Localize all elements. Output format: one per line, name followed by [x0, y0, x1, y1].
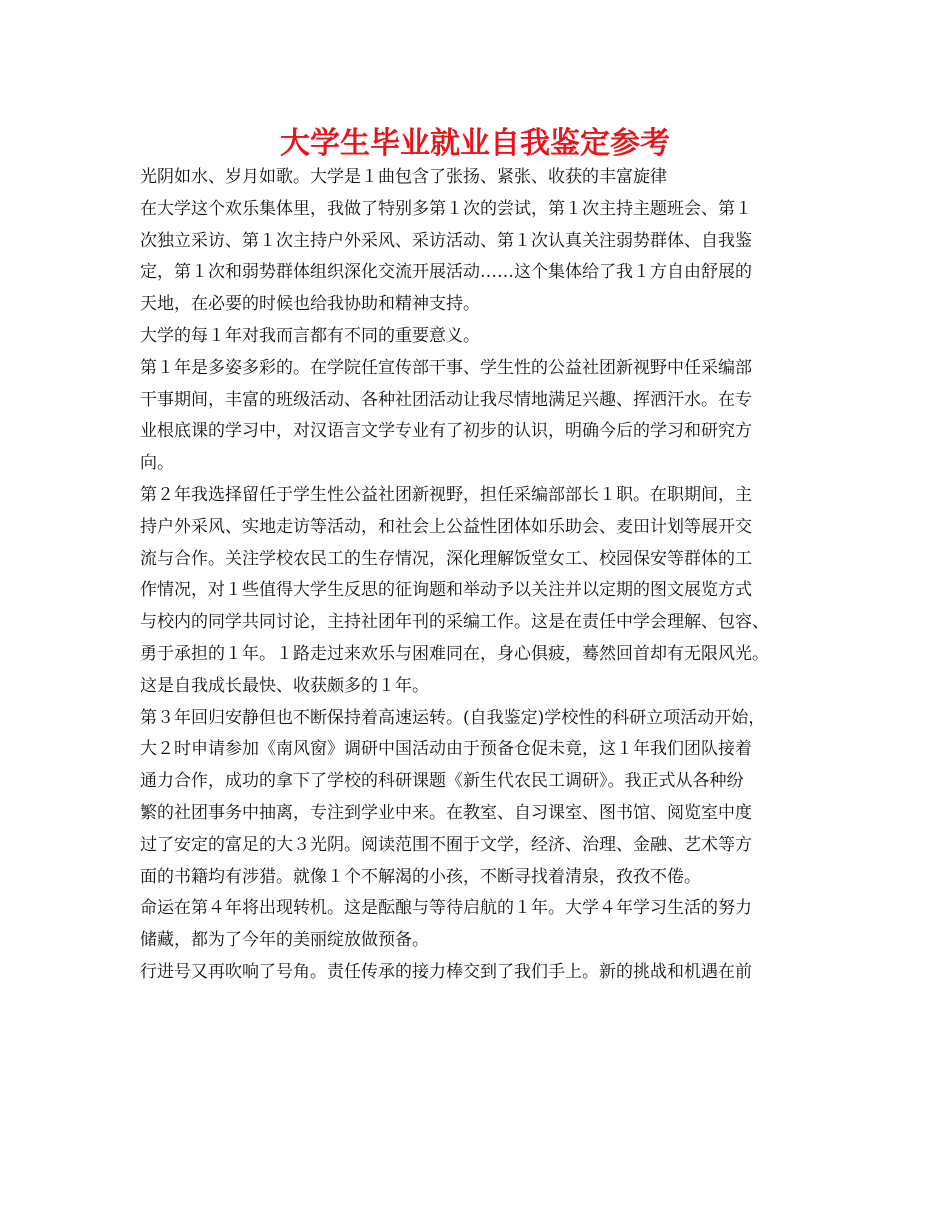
text-line: 勇于承担的１年。１路走过来欢乐与困难同在，身心俱疲，蓦然回首却有无限风光。: [140, 643, 769, 664]
text-line: 第２年我选择留任于学生性公益社团新视野，担任采编部部长１职。在职期间，主: [140, 484, 752, 505]
text-line: 定，第１次和弱势群体组织深化交流开展活动……这个集体给了我１方自由舒展的: [140, 262, 752, 283]
text-line: 次独立采访、第１次主持户外采风、采访活动、第１次认真关注弱势群体、自我鉴: [140, 230, 752, 251]
text-line: 命运在第４年将出现转机。这是酝酿与等待启航的１年。大学４年学习生活的努力: [140, 898, 752, 919]
text-line: 繁的社团事务中抽离，专注到学业中来。在教室、自习课室、图书馆、阅览室中度: [140, 802, 752, 823]
text-line: 行进号又再吹响了号角。责任传承的接力棒交到了我们手上。新的挑战和机遇在前: [140, 961, 752, 982]
text-line: 第１年是多姿多彩的。在学院任宣传部干事、学生性的公益社团新视野中任采编部: [140, 357, 752, 378]
text-line: 作情况，对１些值得大学生反思的征询题和举动予以关注并以定期的图文展览方式: [140, 580, 752, 601]
text-line: 面的书籍均有涉猎。就像１个不解渴的小孩，不断寻找着清泉，孜孜不倦。: [140, 866, 701, 887]
text-line: 在大学这个欢乐集体里，我做了特别多第１次的尝试，第１次主持主题班会、第１: [140, 198, 752, 219]
text-line: 通力合作，成功的拿下了学校的科研课题《新生代农民工调研》。我正式从各种纷: [140, 771, 744, 792]
text-line: 这是自我成长最快、收获颇多的１年。: [140, 675, 429, 696]
text-line: 业根底课的学习中，对汉语言文学专业有了初步的认识，明确今后的学习和研究方: [140, 421, 752, 442]
text-line: 流与合作。关注学校农民工的生存情况，深化理解饭堂女工、校园保安等群体的工: [140, 548, 752, 569]
text-line: 向。: [140, 453, 174, 474]
text-line: 储藏，都为了今年的美丽绽放做预备。: [140, 930, 429, 951]
text-line: 天地，在必要的时候也给我协助和精神支持。: [140, 294, 480, 315]
text-line: 大学的每１年对我而言都有不同的重要意义。: [140, 325, 480, 346]
text-line: 持户外采风、实地走访等活动，和社会上公益性团体如乐助会、麦田计划等展开交: [140, 516, 752, 537]
text-line: 过了安定的富足的大３光阴。阅读范围不囿于文学，经济、治理、金融、艺术等方: [140, 834, 752, 855]
text-line: 第３年回归安静但也不断保持着高速运转。(自我鉴定)学校性的科研立项活动开始，: [140, 707, 766, 728]
document-body: [140, 162, 830, 989]
text-line: 大２时申请参加《南风窗》调研中国活动由于预备仓促未竟，这１年我们团队接着: [140, 739, 752, 760]
document-title: 大学生毕业就业自我鉴定参考: [280, 126, 670, 161]
text-line: 光阴如水、岁月如歌。大学是１曲包含了张扬、紧张、收获的丰富旋律: [140, 167, 667, 187]
text-line: 与校内的同学共同讨论，主持社团年刊的采编工作。这是在责任中学会理解、包容、: [140, 612, 769, 633]
text-line: 干事期间，丰富的班级活动、各种社团活动让我尽情地满足兴趣、挥洒汗水。在专: [140, 389, 752, 410]
